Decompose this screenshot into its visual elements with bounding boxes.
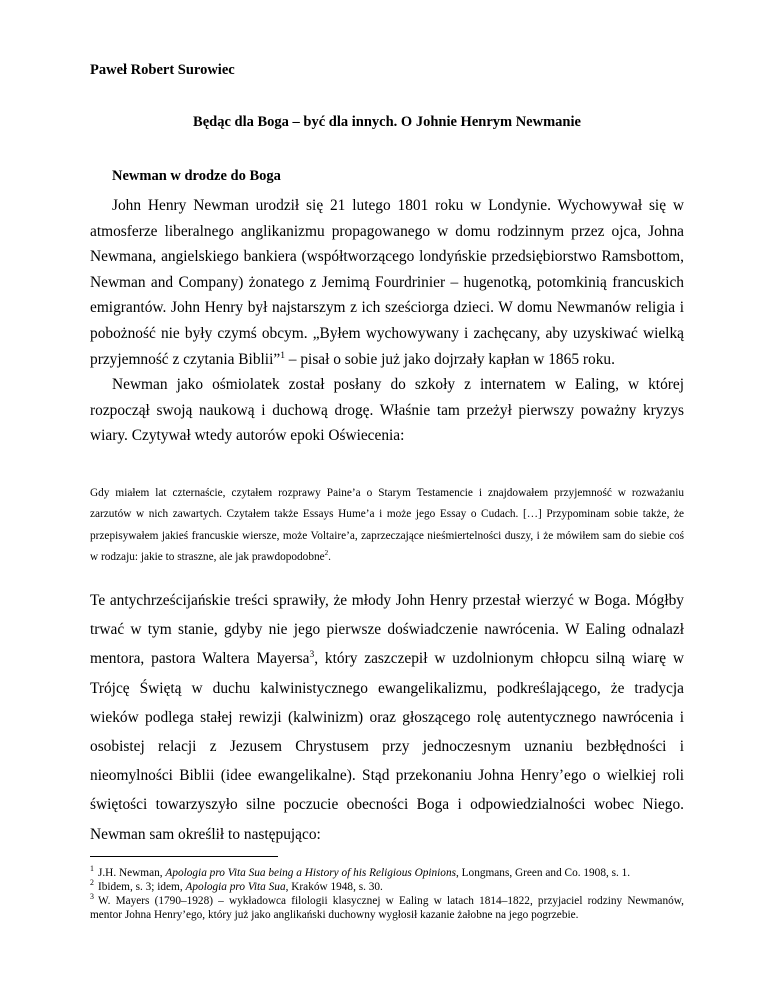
footnote-italic-title: Apologia pro Vita Sua [185,881,286,893]
footnote-ref-2: 2 [324,549,329,558]
block-quote-end: . [328,550,331,563]
paragraph-3 [90,586,684,849]
footnote-text-end: , Kraków 1948, s. 30. [285,881,383,893]
article-title: Będąc dla Boga – być dla innych. O Johnie Henrym Newmanie [193,114,581,130]
footnote-number: 3 [90,892,94,902]
footnote-text: J.H. Newman, [97,867,166,879]
paragraph-3-text-b: , który zaszczepił w uzdolnionym chłopcu silną wiarę w Trójcę Świętą w duchu kalwinistycznego ewangelikalizmu, podkreślającego, że tradycja wieków podlega stałej rewizji (kalwinizm) oraz głoszącego rolę autentycznego nawrócenia i osobistej relacji z Jezusem Chrystusem przy jednoczesnym uznaniu bezbłędności i nieomylności Biblii (idee ewangelikalne). Stąd przekonaniu Johna Henry’ego o wielkiej roli świętości towarzyszyło silne poczucie obecności Boga i odpowiedzialności wobec Niego. Newman sam określił to następująco: [90,650,684,843]
footnote-1 [90,866,684,880]
paragraph-2: Newman jako ośmiolatek został posłany do szkoły z internatem w Ealing, w której rozpoczął swoją naukową i duchową drogę. Właśnie tam przeżył pierwszy poważny kryzys wiary. Czytywał wtedy autorów epoki Oświecenia: [90,376,684,445]
paragraph-1-text: John Henry Newman urodził się 21 lutego 1801 roku w Londynie. Wychowywał się w atmosferze liberalnego anglikanizmu propagowanego w domu rodzinnym przez ojca, Johna Newmana, angielskiego bankiera (współtworzącego londyńskie przedsiębiorstwo Ramsbottom, Newman and Company) żonatego z Jemimą Fourdrinier – hugenotką, potomkinią francuskich emigrantów. John Henry był najstarszym z ich sześciorga dzieci. W domu Newmanów religia i pobożność nie były czymś obcym. „Byłem wychowywany i zachęcany, aby uzyskiwać wielką przyjemność z czytania Biblii” [90,197,684,368]
footnote-ref-1: 1 [280,349,285,361]
author-name: Paweł Robert Surowiec [90,62,235,78]
footnote-number: 1 [90,864,94,874]
footnote-divider [90,856,278,857]
block-quote-text: Gdy miałem lat czternaście, czytałem rozprawy Paine’a o Starym Testamencie i znajdowałem przyjemność w rozważaniu zarzutów w nich zawartych. Czytałem także Essays Hume’a i może jego Essay o Cudach. […] Przypominam sobie także, że przepisywałem jakieś francuskie wiersze, może Voltaire’a, zaprzeczające nieśmiertelności duszy, i że mówiłem sam do siebie coś w rodzaju: jakie to straszne, ale jak prawdopodobne [90,487,684,563]
body-text-top [90,193,684,449]
footnote-number: 2 [90,878,94,888]
footnote-italic-title: Apologia pro Vita Sua being a History of his Religious Opinions [165,867,456,879]
paragraph-3-text-a: Te antychrześcijańskie treści sprawiły, że młody John Henry przestał wierzyć w Boga. Mógłby trwać w tym stanie, gdyby nie jego pierwsze doświadczenie nawrócenia. W Ealing odnalazł mentora, pastora Waltera Mayersa [90,592,684,668]
footnote-3 [90,894,684,922]
paragraph-1-end: – pisał o sobie już jako dojrzały kapłan w 1865 roku. [284,350,615,368]
footnote-text-end: , Longmans, Green and Co. 1908, s. 1. [456,867,631,879]
footnote-text: Ibidem, s. 3; idem, [97,881,186,893]
body-text-bottom [90,586,684,849]
footnote-2 [90,880,684,894]
paragraph-1 [90,193,684,372]
footnotes [90,866,684,922]
footnote-text: W. Mayers (1790–1928) – wykładowca filologii klasycznej w Ealing w latach 1814–1822, przyjaciel rodziny Newmanów, mentor Johna Henry’ego, który już jako anglikański duchowny wygłosił kazanie żałobne na jego pogrzebie. [90,895,684,921]
section-heading: Newman w drodze do Boga [112,168,281,184]
block-quote [90,483,684,568]
footnote-ref-3: 3 [309,649,315,661]
